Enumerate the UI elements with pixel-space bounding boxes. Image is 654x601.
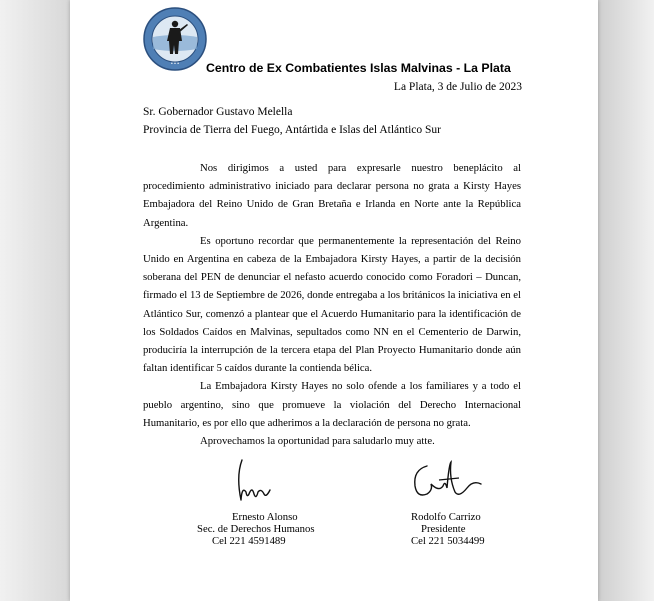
viewer-background-left bbox=[0, 0, 70, 601]
signer-phone: Cel 221 4591489 bbox=[212, 534, 286, 547]
signature-carrizo bbox=[409, 458, 489, 504]
date-line: La Plata, 3 de Julio de 2023 bbox=[393, 81, 522, 93]
svg-text:• • •: • • • bbox=[170, 61, 180, 67]
document-page bbox=[70, 0, 598, 601]
organization-title: Centro de Ex Combatientes Islas Malvinas - La Plata bbox=[206, 61, 511, 75]
body-paragraph-4: Aprovechamos la oportunidad para saludarlo muy atte. bbox=[200, 435, 435, 448]
signature-block-carrizo bbox=[411, 512, 485, 547]
viewer-background-right bbox=[598, 0, 654, 601]
signer-role: Presidente bbox=[421, 522, 466, 535]
signature-block-alonso bbox=[197, 512, 315, 547]
signer-name: Rodolfo Carrizo bbox=[411, 511, 481, 523]
letter-body bbox=[143, 159, 521, 450]
signer-phone: Cel 221 5034499 bbox=[411, 534, 485, 547]
signer-role: Sec. de Derechos Humanos bbox=[197, 522, 315, 535]
signer-name: Ernesto Alonso bbox=[232, 511, 298, 523]
recipient-name: Sr. Gobernador Gustavo Melella bbox=[143, 106, 293, 118]
signature-alonso bbox=[230, 458, 272, 504]
body-paragraph-2: Es oportuno recordar que permanentemente la representación del Reino Unido en Argentina en cabeza de la Embajadora Kirsty Hayes, a partir de la decisión soberana del PEN de denunciar el nefasto acuerdo conocido como Foradori – Duncan, firmado el 13 de Septiembre de 2026, donde entregaba a los británicos la iniciativa en el Atlántico Sur, comenzó a plantear que el Acuerdo Humanitario para la identificación de los Soldados Caídos en Malvinas, sepultados como NN en el Cementerio de Darwin, produciría la interrupción de la tercera etapa del Plan Proyecto Humanitario donde aún faltan identificar 5 caídos durante la contienda bélica. bbox=[143, 234, 521, 375]
organization-logo bbox=[143, 7, 207, 71]
recipient-province: Provincia de Tierra del Fuego, Antártida e Islas del Atlántico Sur bbox=[143, 124, 441, 136]
body-paragraph-3: La Embajadora Kirsty Hayes no solo ofende a los familiares y a todo el pueblo argentino, sino que promueve la violación del Derecho Internacional Humanitario, es por ello que adherimos a la declaración de persona no grata. bbox=[143, 380, 521, 429]
body-paragraph-1: Nos dirigimos a usted para expresarle nuestro beneplácito al procedimiento administrativo iniciado para declarar persona no grata a Kirsty Hayes Embajadora del Reino Unido de Gran Bretaña e Irlanda en Norte ante la República Argentina. bbox=[143, 162, 521, 229]
